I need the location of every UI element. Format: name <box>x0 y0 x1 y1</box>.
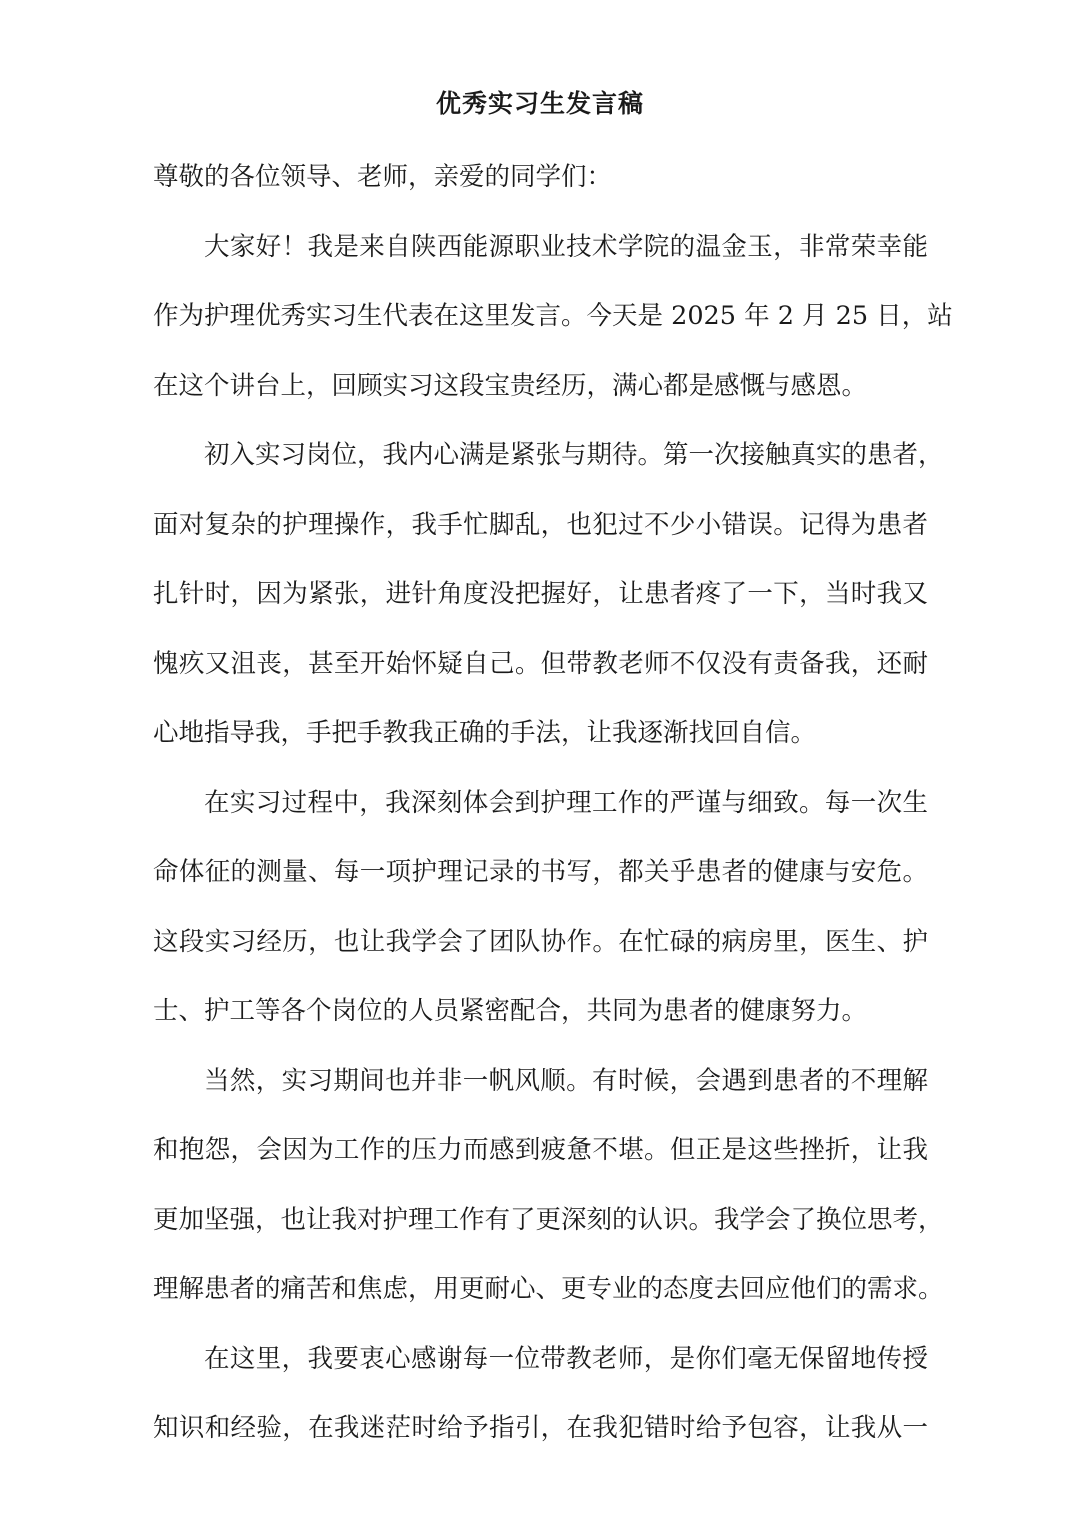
paragraph-line: 在实习过程中，我深刻体会到护理工作的严谨与细致。每一次生 <box>204 787 928 818</box>
paragraph-line: 更加坚强，也让我对护理工作有了更深刻的认识。我学会了换位思考， <box>153 1204 944 1235</box>
paragraph-line: 面对复杂的护理操作，我手忙脚乱，也犯过不少小错误。记得为患者 <box>153 509 928 540</box>
document-title: 优秀实习生发言稿 <box>435 89 644 118</box>
paragraph-line: 扎针时，因为紧张，进针角度没把握好，让患者疼了一下，当时我又 <box>153 579 928 609</box>
document-body <box>153 145 953 1466</box>
paragraph-line: 知识和经验，在我迷茫时给予指引，在我犯错时给予包容，让我从一 <box>153 1413 928 1443</box>
paragraph-line: 在这里，我要衷心感谢每一位带教老师，是你们毫无保留地传授 <box>204 1343 928 1374</box>
paragraph-line: 命体征的测量、每一项护理记录的书写，都关乎患者的健康与安危。 <box>153 857 928 887</box>
paragraph-line: 初入实习岗位，我内心满是紧张与期待。第一次接触真实的患者， <box>204 440 944 470</box>
paragraph-line: 这段实习经历，也让我学会了团队协作。在忙碌的病房里，医生、护 <box>153 926 928 957</box>
paragraph-line: 士、护工等各个岗位的人员紧密配合，共同为患者的健康努力。 <box>153 996 868 1026</box>
paragraph-line: 理解患者的痛苦和焦虑，用更耐心、更专业的态度去回应他们的需求。 <box>153 1274 944 1304</box>
paragraph-line: 在这个讲台上，回顾实习这段宝贵经历，满心都是感慨与感恩。 <box>153 370 868 401</box>
salutation-line: 尊敬的各位领导、老师，亲爱的同学们： <box>153 162 613 192</box>
paragraph-line: 当然，实习期间也并非一帆风顺。有时候，会遇到患者的不理解 <box>204 1065 928 1096</box>
paragraph-line: 和抱怨，会因为工作的压力而感到疲惫不堪。但正是这些挫折，让我 <box>153 1135 928 1165</box>
paragraph-line: 愧疚又沮丧，甚至开始怀疑自己。但带教老师不仅没有责备我，还耐 <box>153 648 928 679</box>
paragraph-line: 作为护理优秀实习生代表在这里发言。今天是 2025 年 2 月 25 日，站 <box>153 301 953 331</box>
paragraph-line: 心地指导我，手把手教我正确的手法，让我逐渐找回自信。 <box>153 718 817 748</box>
paragraph-line: 大家好！我是来自陕西能源职业技术学院的温金玉，非常荣幸能 <box>204 231 928 262</box>
